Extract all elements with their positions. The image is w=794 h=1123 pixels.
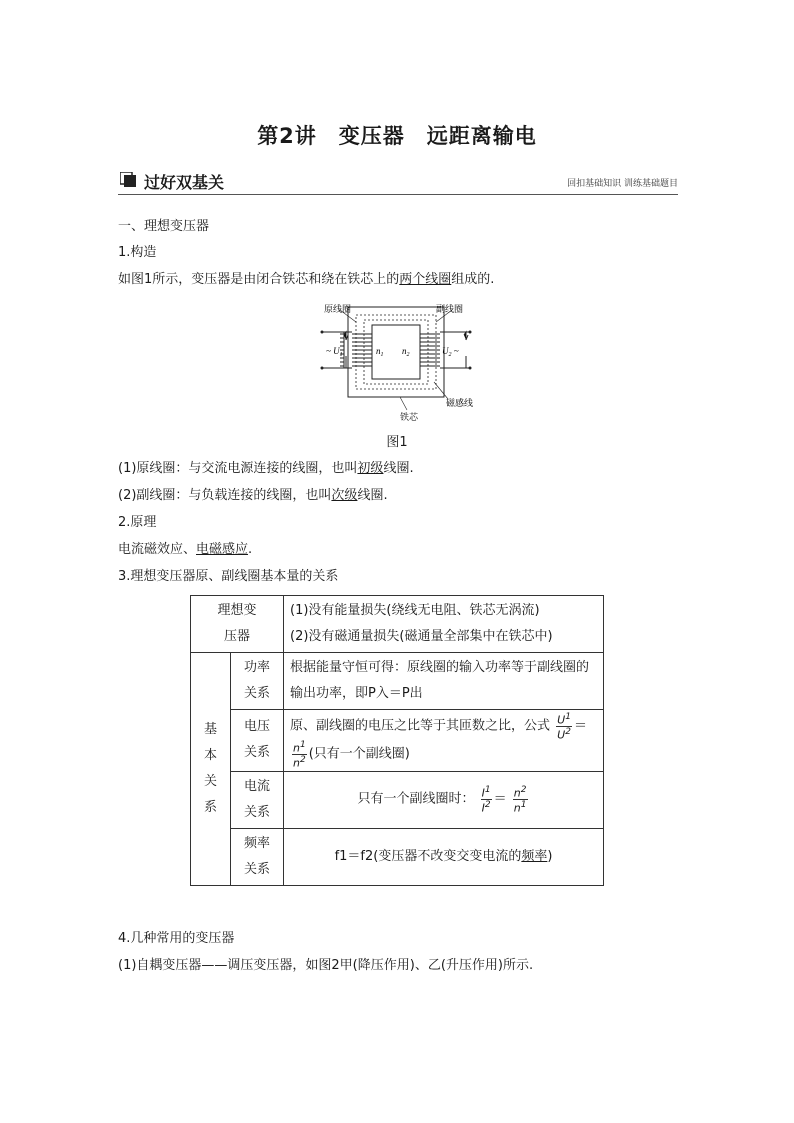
label-primary-coil: 原线圈 (324, 304, 352, 314)
row-label-voltage: 电压 关系 (231, 710, 284, 772)
paragraph-structure: 如图1所示，变压器是由闭合铁芯和绕在铁芯上的两个线圈组成的. (118, 272, 495, 287)
label-u2-tail: ~ (451, 346, 459, 356)
power-relation: 根据能量守恒可得：原线圈的输入功率等于副线圈的输出功率，即P入＝P出 (284, 653, 604, 710)
svg-text:n2 (402, 346, 410, 358)
relations-table (190, 595, 604, 886)
section-label: 过好双基关 (144, 173, 225, 192)
transformer-diagram (312, 296, 480, 422)
table-row (191, 710, 604, 772)
label-u1: ~ U (326, 346, 340, 356)
paragraph-primary-coil: (1)原线圈：与交流电源连接的线圈，也叫初级线圈. (118, 461, 414, 476)
current-relation: 只有一个副线圈时： $\frac{I^1}{I^2}$ ＝ $\frac{n^2}{n^1}$ (284, 771, 604, 828)
heading-structure: 1.构造 (118, 245, 157, 260)
fraction-u: $\frac{U^1}{U^2}$ (557, 712, 571, 742)
label-secondary-coil: 副线圈 (436, 304, 464, 314)
basic-label: 基 本 关 系 (191, 653, 231, 886)
ideal-label: 理想变 压器 (191, 596, 284, 653)
table-row (191, 828, 604, 885)
table-row (191, 771, 604, 828)
svg-text:~ U1 (326, 346, 343, 358)
fraction-n: $\frac{n^1}{n^2}$ (293, 740, 306, 770)
heading-ideal-transformer: 一、理想变压器 (118, 219, 210, 234)
label-u2-sub: 2 (448, 352, 452, 358)
svg-text:U2 ~ (442, 346, 459, 358)
row-label-current: 电流 关系 (231, 771, 284, 828)
fraction-n-inv: $\frac{n^2}{n^1}$ (513, 785, 527, 815)
row-label-frequency: 频率 关系 (231, 828, 284, 885)
fraction-i: $\frac{I^1}{I^2}$ (481, 785, 491, 815)
ideal-conditions: (1)没有能量损失(绕线无电阻、铁芯无涡流) (2)没有磁通量损失(磁通量全部集中在铁芯中) (284, 596, 604, 653)
section-header (118, 172, 678, 195)
svg-text:n1 (376, 346, 384, 358)
label-flux-lines: 磁感线 (446, 398, 474, 408)
heading-common-transformers: 4.几种常用的变压器 (118, 931, 235, 946)
frequency-relation: f1＝f2(变压器不改变交变电流的频率) (284, 828, 604, 885)
voltage-relation: 原、副线圈的电压之比等于其匝数之比，公式 $\frac{U^1}{U^2}$ ＝ $\frac{n^1}{n^2}$ (只有一个副线圈) (284, 710, 604, 772)
table-row (191, 653, 604, 710)
label-n2: n (402, 346, 407, 356)
paragraph-autotransformer: (1)自耦变压器——调压变压器，如图2甲(降压作用)、乙(升压作用)所示. (118, 958, 534, 973)
row-label-power: 功率 关系 (231, 653, 284, 710)
page-title: 第2讲 变压器 远距离输电 (257, 124, 537, 148)
label-n2-sub: 2 (406, 352, 410, 358)
label-n1-sub: 1 (380, 352, 384, 358)
heading-relations: 3.理想变压器原、副线圈基本量的关系 (118, 569, 339, 584)
label-u2: U (442, 346, 449, 356)
paragraph-principle: 电流磁效应、电磁感应. (118, 542, 253, 557)
label-n1: n (376, 346, 381, 356)
label-u1-sub: 1 (339, 352, 343, 358)
label-iron-core: 铁芯 (400, 412, 419, 422)
section-subtitle: 回扣基础知识 训练基础题目 (567, 179, 678, 189)
table-row (191, 596, 604, 653)
paragraph-secondary-coil: (2)副线圈：与负载连接的线圈，也叫次级线圈. (118, 488, 388, 503)
heading-principle: 2.原理 (118, 515, 157, 530)
section-icon (120, 172, 136, 187)
figure-caption: 图1 (386, 435, 408, 450)
